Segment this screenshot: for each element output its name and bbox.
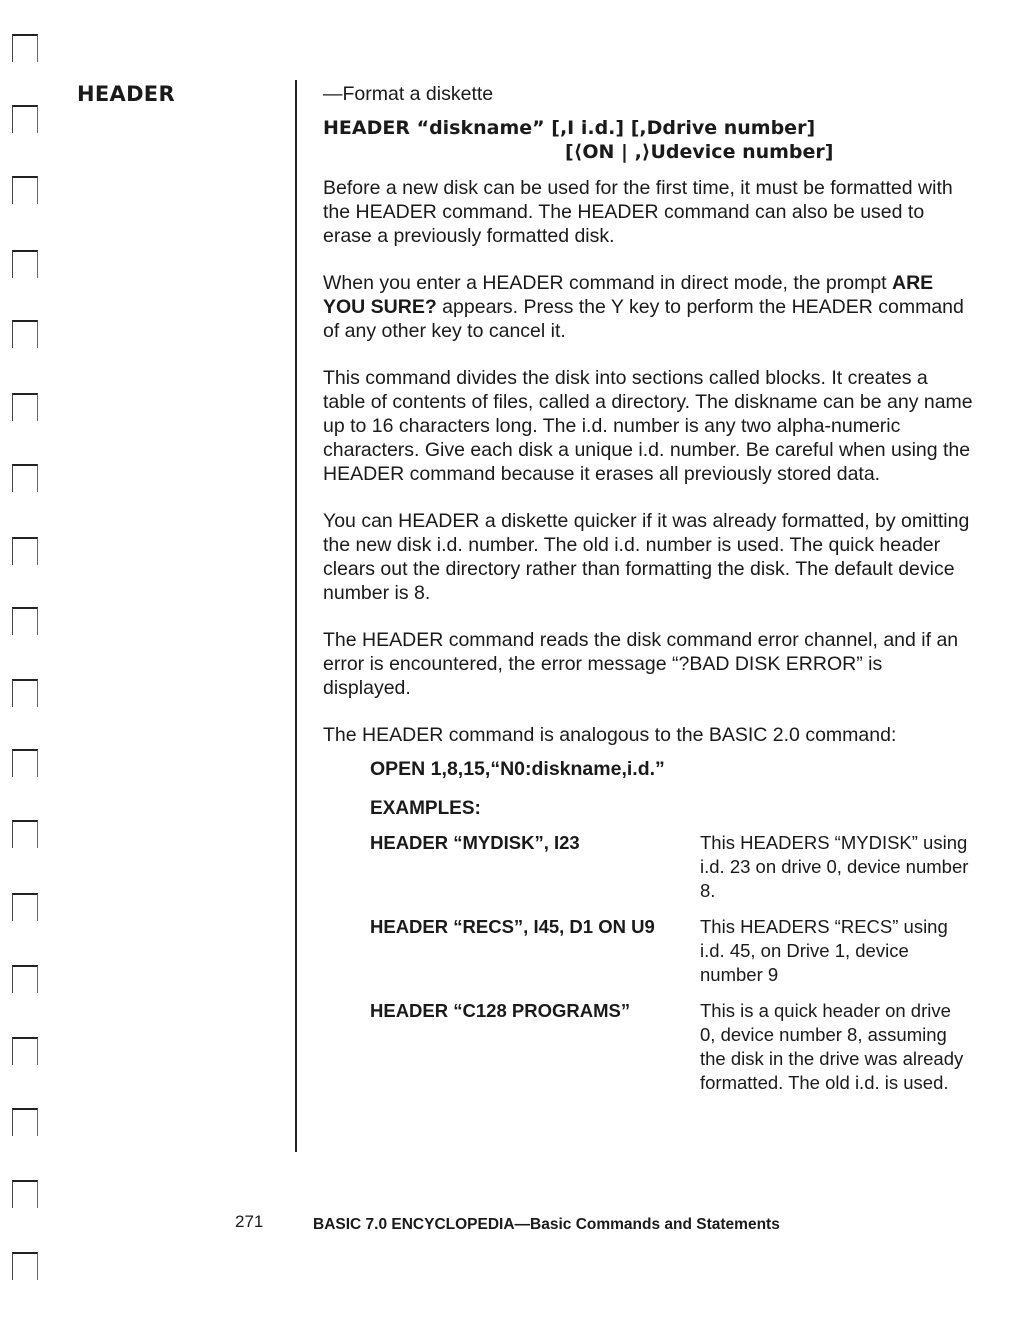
paragraph-error-channel: The HEADER command reads the disk command error channel, and if an error is encountered, the error message “?BAD DISK ERROR” is displayed. xyxy=(323,629,959,699)
binder-tab-mark xyxy=(12,320,38,348)
main-content xyxy=(323,82,973,1107)
paragraph-intro: Before a new disk can be used for the first time, it must be formatted with the HEADER command. The HEADER command can also be used to erase a previously formatted disk. xyxy=(323,177,953,247)
example-command: HEADER “RECS”, I45, D1 ON U9 xyxy=(370,916,655,937)
binder-tab-mark xyxy=(12,607,38,635)
paragraph-text: appears. Press the Y key to perform the HEADER command of any other key to cancel it. xyxy=(323,296,964,342)
syntax-line-2: [⟨ON | ,⟩Udevice number] xyxy=(565,141,834,163)
paragraph-text: When you enter a HEADER command in direct mode, the prompt xyxy=(323,272,893,294)
example-description: This is a quick header on drive 0, device number 8, assuming the disk in the drive was already formatted. The old i.d. is used. xyxy=(700,1000,964,1093)
examples-block xyxy=(323,757,973,1095)
paragraph-quick-header: You can HEADER a diskette quicker if it was already formatted, by omitting the new disk i.d. number. The old i.d. number is used. The quick header clears out the directory rather than formatting the disk. The default device number is 8. xyxy=(323,510,970,604)
binder-tab-mark xyxy=(12,1037,38,1065)
binder-tab-mark xyxy=(12,965,38,993)
binder-tabs xyxy=(12,0,42,1324)
page-number: 271 xyxy=(235,1212,264,1231)
binder-tab-mark xyxy=(12,749,38,777)
example-description: This HEADERS “MYDISK” using i.d. 23 on drive 0, device number 8. xyxy=(700,832,969,901)
binder-tab-mark xyxy=(12,820,38,848)
binder-tab-mark xyxy=(12,679,38,707)
paragraph-direct-mode xyxy=(323,271,973,343)
binder-tab-mark xyxy=(12,1252,38,1280)
example-description: This HEADERS “RECS” using i.d. 45, on Drive 1, device number 9 xyxy=(700,916,948,985)
example-row xyxy=(370,915,973,987)
section-heading: HEADER xyxy=(77,82,175,106)
binder-tab-mark xyxy=(12,1180,38,1208)
paragraph-blocks: This command divides the disk into sections called blocks. It creates a table of contents of files, called a directory. The diskname can be any name up to 16 characters long. The i.d. number is any two alpha-numeric characters. Give each disk a unique i.d. number. Be careful when using the HEADER command because it erases all previously stored data. xyxy=(323,367,973,485)
binder-tab-mark xyxy=(12,1108,38,1136)
examples-label: EXAMPLES: xyxy=(370,798,481,819)
command-syntax xyxy=(323,116,973,164)
binder-tab-mark xyxy=(12,393,38,421)
binder-tab-mark xyxy=(12,537,38,565)
example-command: HEADER “C128 PROGRAMS” xyxy=(370,1000,631,1021)
binder-tab-mark xyxy=(12,105,38,133)
open-command: OPEN 1,8,15,“N0:diskname,i.d.” xyxy=(370,758,665,780)
syntax-line-1: HEADER “diskname” [,I i.d.] [,Ddrive number] xyxy=(323,117,816,139)
binder-tab-mark xyxy=(12,464,38,492)
prompt-text: ARE YOU SURE? xyxy=(323,272,934,318)
example-command: HEADER “MYDISK”, I23 xyxy=(370,832,580,853)
example-row xyxy=(370,831,973,903)
command-subtitle: —Format a diskette xyxy=(323,83,494,105)
binder-tab-mark xyxy=(12,893,38,921)
binder-tab-mark xyxy=(12,34,38,62)
binder-tab-mark xyxy=(12,176,38,204)
footer-title: BASIC 7.0 ENCYCLOPEDIA—Basic Commands and Statements xyxy=(313,1216,780,1233)
column-divider xyxy=(295,80,297,1152)
paragraph-analogous: The HEADER command is analogous to the BASIC 2.0 command: xyxy=(323,724,897,746)
binder-tab-mark xyxy=(12,250,38,278)
example-row xyxy=(370,999,973,1095)
